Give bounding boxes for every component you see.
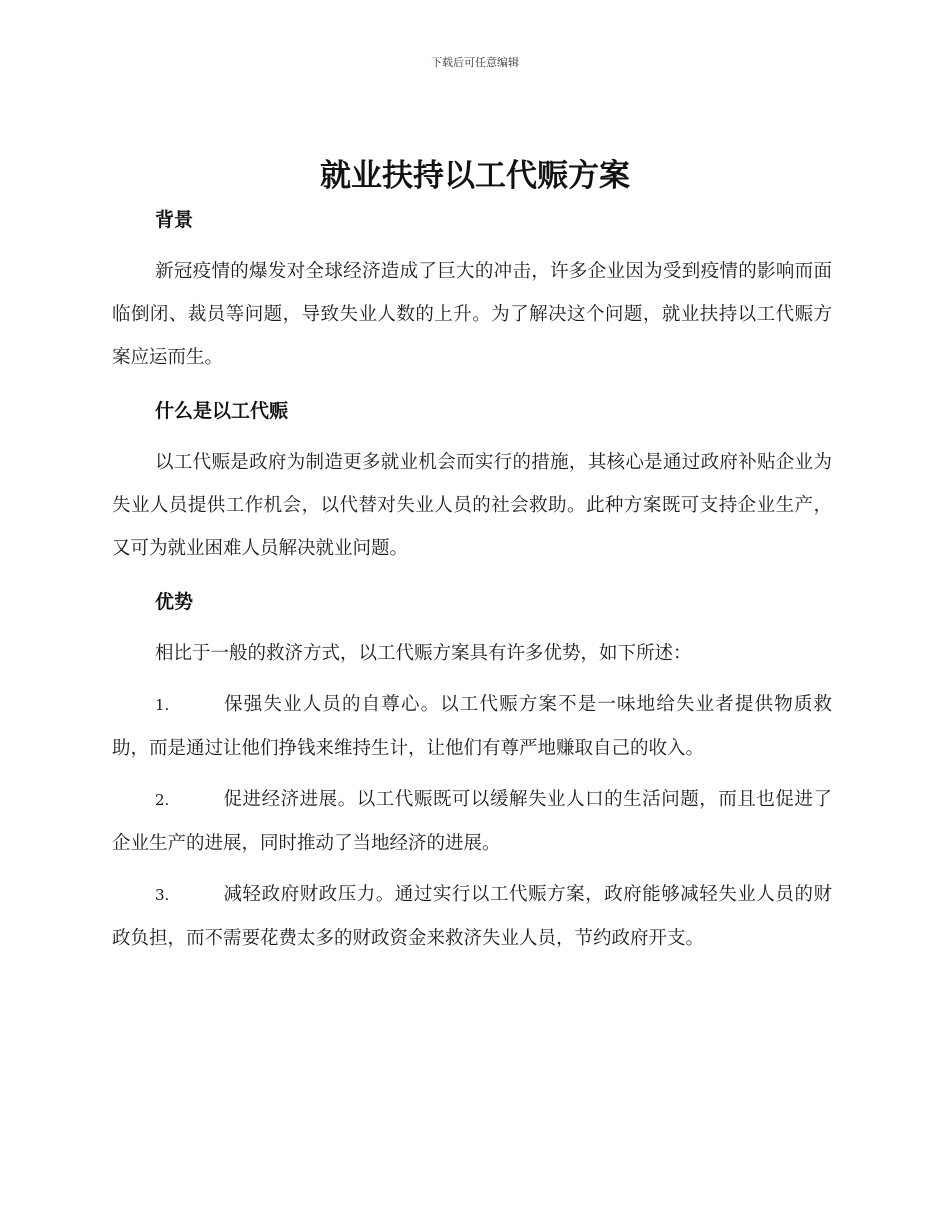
section-heading-advantages: 优势 xyxy=(155,591,194,613)
page-header-note: 下载后可任意编辑 xyxy=(431,56,519,69)
list-number: 1. xyxy=(155,696,170,714)
advantage-text: 保强失业人员的自尊心。以工代赈方案不是一味地给失业者提供物质救助，而是通过让他们挣钱来维持生计，让他们有尊严地赚取自己的收入。 xyxy=(112,694,832,759)
section-paragraph-background: 新冠疫情的爆发对全球经济造成了巨大的冲击，许多企业因为受到疫情的影响而面临倒闭、裁员等问题，导致失业人数的上升。为了解决这个问题，就业扶持以工代赈方案应运而生。 xyxy=(112,261,832,368)
advantage-item-3 xyxy=(112,873,832,960)
section-heading-definition: 什么是以工代赈 xyxy=(155,400,289,422)
list-number: 2. xyxy=(155,791,170,809)
document-title: 就业扶持以工代赈方案 xyxy=(320,158,630,194)
list-number: 3. xyxy=(155,886,170,904)
advantage-text: 减轻政府财政压力。通过实行以工代赈方案，政府能够减轻失业人员的财政负担，而不需要花费太多的财政资金来救济失业人员，节约政府开支。 xyxy=(112,884,832,949)
section-paragraph-definition: 以工代赈是政府为制造更多就业机会而实行的措施，其核心是通过政府补贴企业为失业人员提供工作机会，以代替对失业人员的社会救助。此种方案既可支持企业生产，又可为就业困难人员解决就业问题。 xyxy=(112,452,832,559)
advantage-text: 促进经济进展。以工代赈既可以缓解失业人口的生活问题，而且也促进了企业生产的进展，同时推动了当地经济的进展。 xyxy=(112,789,832,854)
advantage-item-1 xyxy=(112,683,832,770)
section-heading-background: 背景 xyxy=(155,209,194,231)
advantage-item-2 xyxy=(112,778,832,865)
section-paragraph-advantages-intro: 相比于一般的救济方式，以工代赈方案具有许多优势，如下所述： xyxy=(155,643,692,664)
document-body xyxy=(112,198,832,960)
